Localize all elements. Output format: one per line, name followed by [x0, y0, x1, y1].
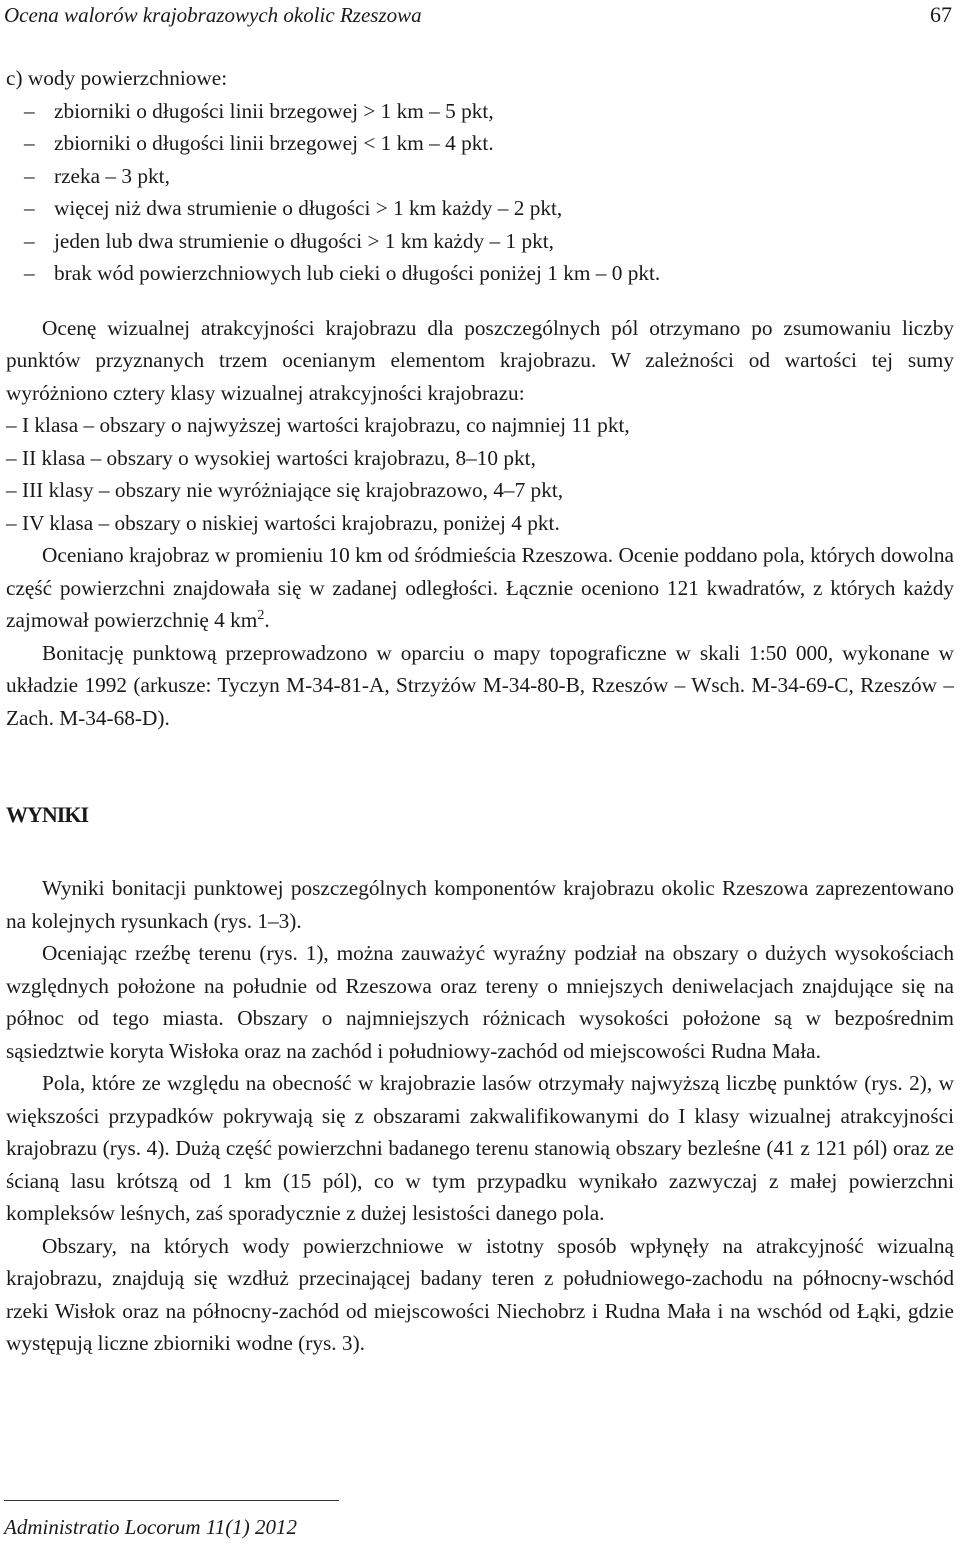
paragraph-text: Oceniano krajobraz w promieniu 10 km od śródmieścia Rzeszowa. Ocenie poddano pola, których dowolna część powierzchni znajdowała się w zadanej odległości. Łącznie oceniono 121 kwadratów, z których każdy zajmował powierzchnię 4 km — [6, 543, 954, 632]
paragraph: Bonitację punktową przeprowadzono w oparciu o mapy topograficzne w skali 1:50 000, wykonane w układzie 1992 (arkusze: Tyczyn M-34-81-A, Strzyżów M-34-80-B, Rzeszów – Wsch. M-34-69-C, Rzeszów – Zach. M-34-68-D). — [6, 640, 954, 730]
page-number: 67 — [930, 2, 952, 27]
section-c-title: c) wody powierzchniowe: — [6, 66, 228, 90]
paragraph-end: . — [264, 608, 270, 632]
list-item: – brak wód powierzchniowych lub cieki o długości poniżej 1 km – 0 pkt. — [6, 257, 954, 290]
list-item: – jeden lub dwa strumienie o długości > 1 km każdy – 1 pkt, — [6, 225, 954, 258]
footer-rule — [4, 1500, 339, 1501]
paragraph: Ocenę wizualnej atrakcyjności krajobrazu dla poszczególnych pól otrzymano po zsumowaniu liczby punktów przyznanych trzem ocenianym elementom krajobrazu. W zależności od wartości tej sumy wyróżniono cztery klasy wizualnej atrakcyjności krajobrazu: — [6, 315, 954, 405]
list-item: – zbiorniki o długości linii brzegowej > 1 km – 5 pkt, — [6, 95, 954, 128]
paragraph: Obszary, na których wody powierzchniowe w istotny sposób wpłynęły na atrakcyjność wizualną krajobrazu, znajdują się wzdłuż przecinającej badany teren z południowego-zachodu na północny-wschód rzeki Wisłok oraz na północny-zachód od miejscowości Niechobrz i Rudna Mała i na wschód od Łąki, gdzie występują liczne zbiorniki wodne (rys. 3). — [6, 1233, 954, 1355]
list-item: – II klasa – obszary o wysokiej wartości krajobrazu, 8–10 pkt, — [6, 445, 536, 470]
class-list — [6, 409, 954, 539]
list-item: – rzeka – 3 pkt, — [6, 160, 954, 193]
list-item: – zbiorniki o długości linii brzegowej < 1 km – 4 pkt. — [6, 127, 954, 160]
list-item: – IV klasa – obszary o niskiej wartości krajobrazu, poniżej 4 pkt. — [6, 510, 560, 535]
superscript: 2 — [257, 607, 265, 623]
list-item: – III klasy – obszary nie wyróżniające się krajobrazowo, 4–7 pkt, — [6, 478, 564, 502]
footer — [0, 1500, 960, 1541]
list-item: – I klasa – obszary o najwyższej wartości krajobrazu, co najmniej 11 pkt, — [6, 413, 630, 437]
running-title: Ocena walorów krajobrazowych okolic Rzeszowa — [4, 3, 422, 27]
journal-citation: Administratio Locorum 11(1) 2012 — [4, 1515, 298, 1539]
section-c-list — [6, 95, 954, 290]
paragraph: Wyniki bonitacji punktowej poszczególnych komponentów krajobrazu okolic Rzeszowa zaprezentowano na kolejnych rysunkach (rys. 1–3). — [6, 876, 954, 933]
paragraph: Pola, które ze względu na obecność w krajobrazie lasów otrzymały najwyższą liczbę punktów (rys. 2), w większości przypadków pokrywają się z obszarami zakwalifikowanymi do I klasy wizualnej atrakcyjności krajobrazu (rys. 4). Dużą część powierzchni badanego terenu stanowią obszary bezleśne (41 z 121 pól) oraz ze ścianą lasu krótszą od 1 km (15 pól), co w tym przypadku wynikało zazwyczaj z małej powierzchni kompleksów leśnych, zaś sporadycznie z dużej lesistości danego pola. — [6, 1071, 954, 1225]
section-heading: WYNIKI — [6, 802, 89, 827]
paragraph — [6, 539, 954, 637]
paragraph: Oceniając rzeźbę terenu (rys. 1), można zauważyć wyraźny podział na obszary o dużych wysokościach względnych położone na południe od Rzeszowa oraz tereny o mniejszych deniwelacjach znajdujące się na północ od tego miasta. Obszary o najmniejszych różnicach wysokości położone są w bezpośrednim sąsiedztwie koryta Wisłoka oraz na zachód i południowy-zachód od miejscowości Rudna Mała. — [6, 941, 954, 1063]
list-item: – więcej niż dwa strumienie o długości > 1 km każdy – 2 pkt, — [6, 192, 954, 225]
article-body — [6, 62, 954, 1360]
